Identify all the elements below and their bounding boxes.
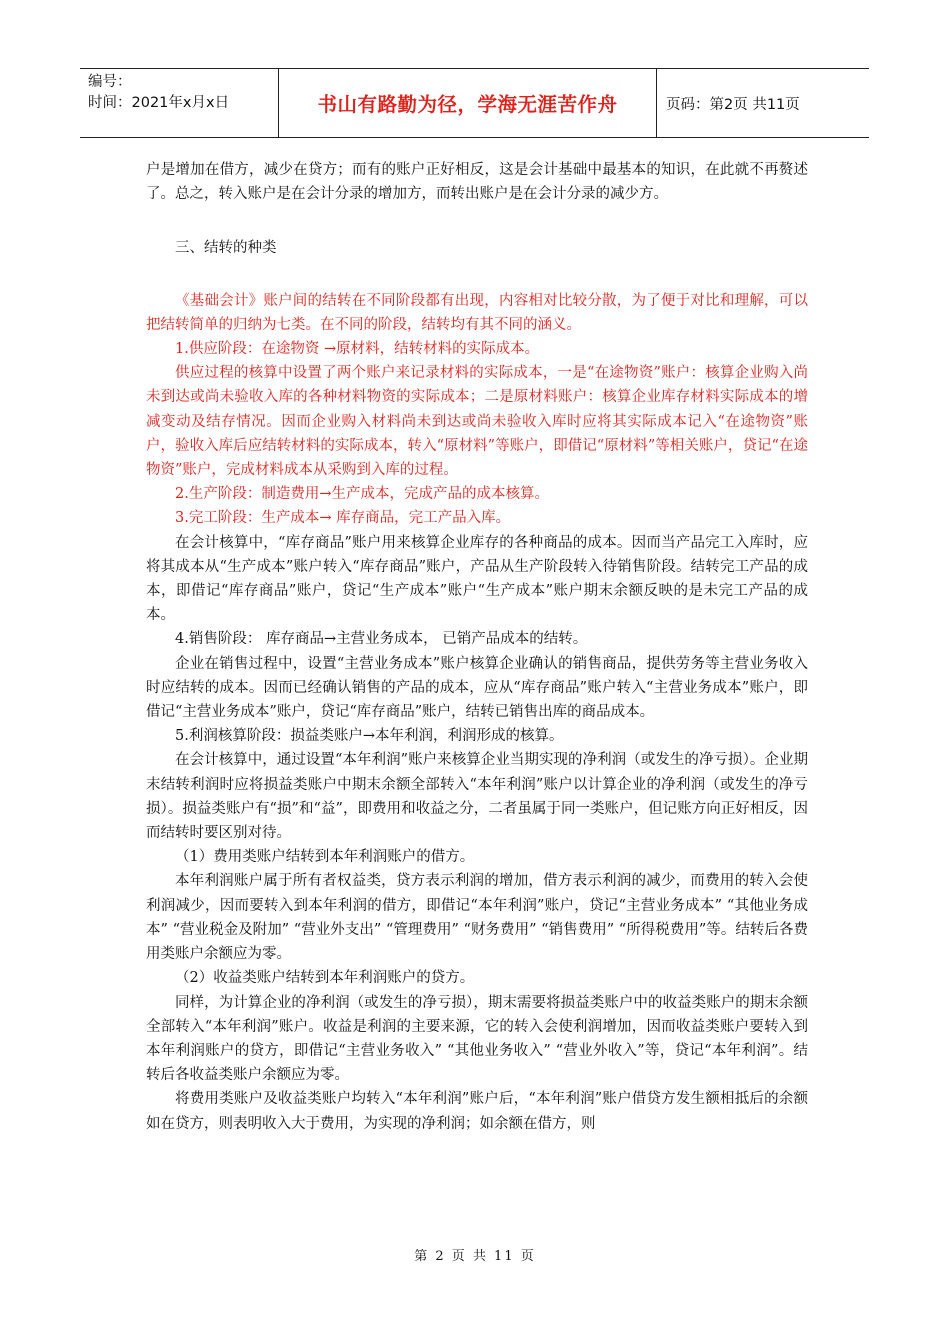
stage-5-title: 5.利润核算阶段：损益类账户→本年利润，利润形成的核算。 (175, 728, 564, 745)
subsection-2-title: （2）收益类账户结转到本年利润账户的贷方。 (175, 970, 475, 987)
serial-label: 编号： (88, 74, 132, 90)
header-page-number: 页码：第2页 共11页 (666, 97, 800, 113)
paragraph-final: 将费用类账户及收益类账户均转入“本年利润”账户后，“本年利润”账户借贷方发生额相抵后的余额如在贷方，则表明收入大于费用，为实现的净利润；如余额在借方，则 (146, 1091, 808, 1132)
document-body (146, 158, 808, 1136)
section-heading: 三、结转的种类 (175, 240, 277, 257)
header-divider (656, 69, 657, 137)
header-meta (88, 72, 278, 114)
stage-5-body: 在会计核算中，通过设置“本年利润”账户来核算企业当期实现的净利润（或发生的净亏损）。企业期末结转利润时应将损益类账户中期末余额全部转入“本年利润”账户以计算企业的净利润（或发生的净亏损）。损益类账户有“损”和“益”，即费用和收益之分，二者虽属于同一类账户，但记账方向正好相反，因而结转时要区别对待。 (146, 752, 808, 842)
stage-1-title: 1.供应阶段：在途物资 →原材料，结转材料的实际成本。 (175, 341, 540, 358)
stage-3-body: 在会计核算中，“库存商品”账户用来核算企业库存的各种商品的成本。因而当产品完工入库时，应将其成本从“生产成本”账户转入“库存商品”账户，产品从生产阶段转入待销售阶段。结转完工产品的成本，即借记“库存商品”账户，贷记“生产成本”账户“生产成本”账户期末余额反映的是未完工产品的成本。 (146, 534, 808, 624)
stage-2-title: 2.生产阶段：制造费用→生产成本，完成产品的成本核算。 (175, 486, 549, 503)
paragraph-summary: 《基础会计》账户间的结转在不同阶段都有出现，内容相对比较分散，为了便于对比和理解，可以把结转简单的归纳为七类。在不同的阶段，结转均有其不同的涵义。 (146, 292, 808, 333)
page-footer: 第 2 页 共 11 页 (414, 1249, 536, 1264)
stage-4-body: 企业在销售过程中，设置“主营业务成本”账户核算企业确认的销售商品，提供劳务等主营业务收入时应结转的成本。因而已经确认销售的产品的成本，应从“库存商品”账户转入“主营业务成本”账户，即借记“主营业务成本”账户，贷记“库存商品”账户，结转已销售出库的商品成本。 (146, 655, 808, 721)
subsection-1-body: 本年利润账户属于所有者权益类，贷方表示利润的增加，借方表示利润的减少，而费用的转入会使利润减少，因而要转入到本年利润的借方，即借记“本年利润”账户，贷记“主营业务成本” “其他业务成本” “营业税金及附加” “营业外支出” “管理费用” “财务费用” “销售费用” “所得税费用”等。结转后各费用类账户余额应为零。 (146, 873, 808, 963)
stage-3-title: 3.完工阶段：生产成本→ 库存商品，完工产品入库。 (175, 510, 511, 527)
paragraph-intro: 户是增加在借方，减少在贷方；而有的账户正好相反，这是会计基础中最基本的知识，在此就不再赘述了。总之，转入账户是在会计分录的增加方，而转出账户是在会计分录的减少方。 (146, 162, 808, 203)
stage-4-title: 4.销售阶段： 库存商品→主营业务成本， 已销产品成本的结转。 (175, 631, 588, 648)
page-header (80, 68, 869, 138)
stage-1-body: 供应过程的核算中设置了两个账户来记录材料的实际成本，一是“在途物资”账户：核算企业购入尚未到达或尚未验收入库的各种材料物资的实际成本；二是原材料账户：核算企业库存材料实际成本的增减变动及结存情况。因而企业购入材料尚未到达或尚未验收入库时应将其实际成本记入“在途物资”账户，验收入库后应结转材料的实际成本，转入“原材料”等账户，即借记“原材料”等相关账户，贷记“在途物资”账户，完成材料成本从采购到入库的过程。 (146, 365, 808, 479)
subsection-1-title: （1）费用类账户结转到本年利润账户的借方。 (175, 849, 475, 866)
subsection-2-body: 同样，为计算企业的净利润（或发生的净亏损），期末需要将损益类账户中的收益类账户的期末余额全部转入“本年利润”账户。收益是利润的主要来源，它的转入会使利润增加，因而收益类账户要转入到本年利润账户的贷方，即借记“主营业务收入” “其他业务收入” “营业外收入”等，贷记“本年利润”。结转后各收益类账户余额应为零。 (146, 994, 808, 1084)
header-motto: 书山有路勤为径，学海无涯苦作舟 (317, 93, 618, 116)
date-label: 时间：2021年x月x日 (88, 95, 230, 111)
